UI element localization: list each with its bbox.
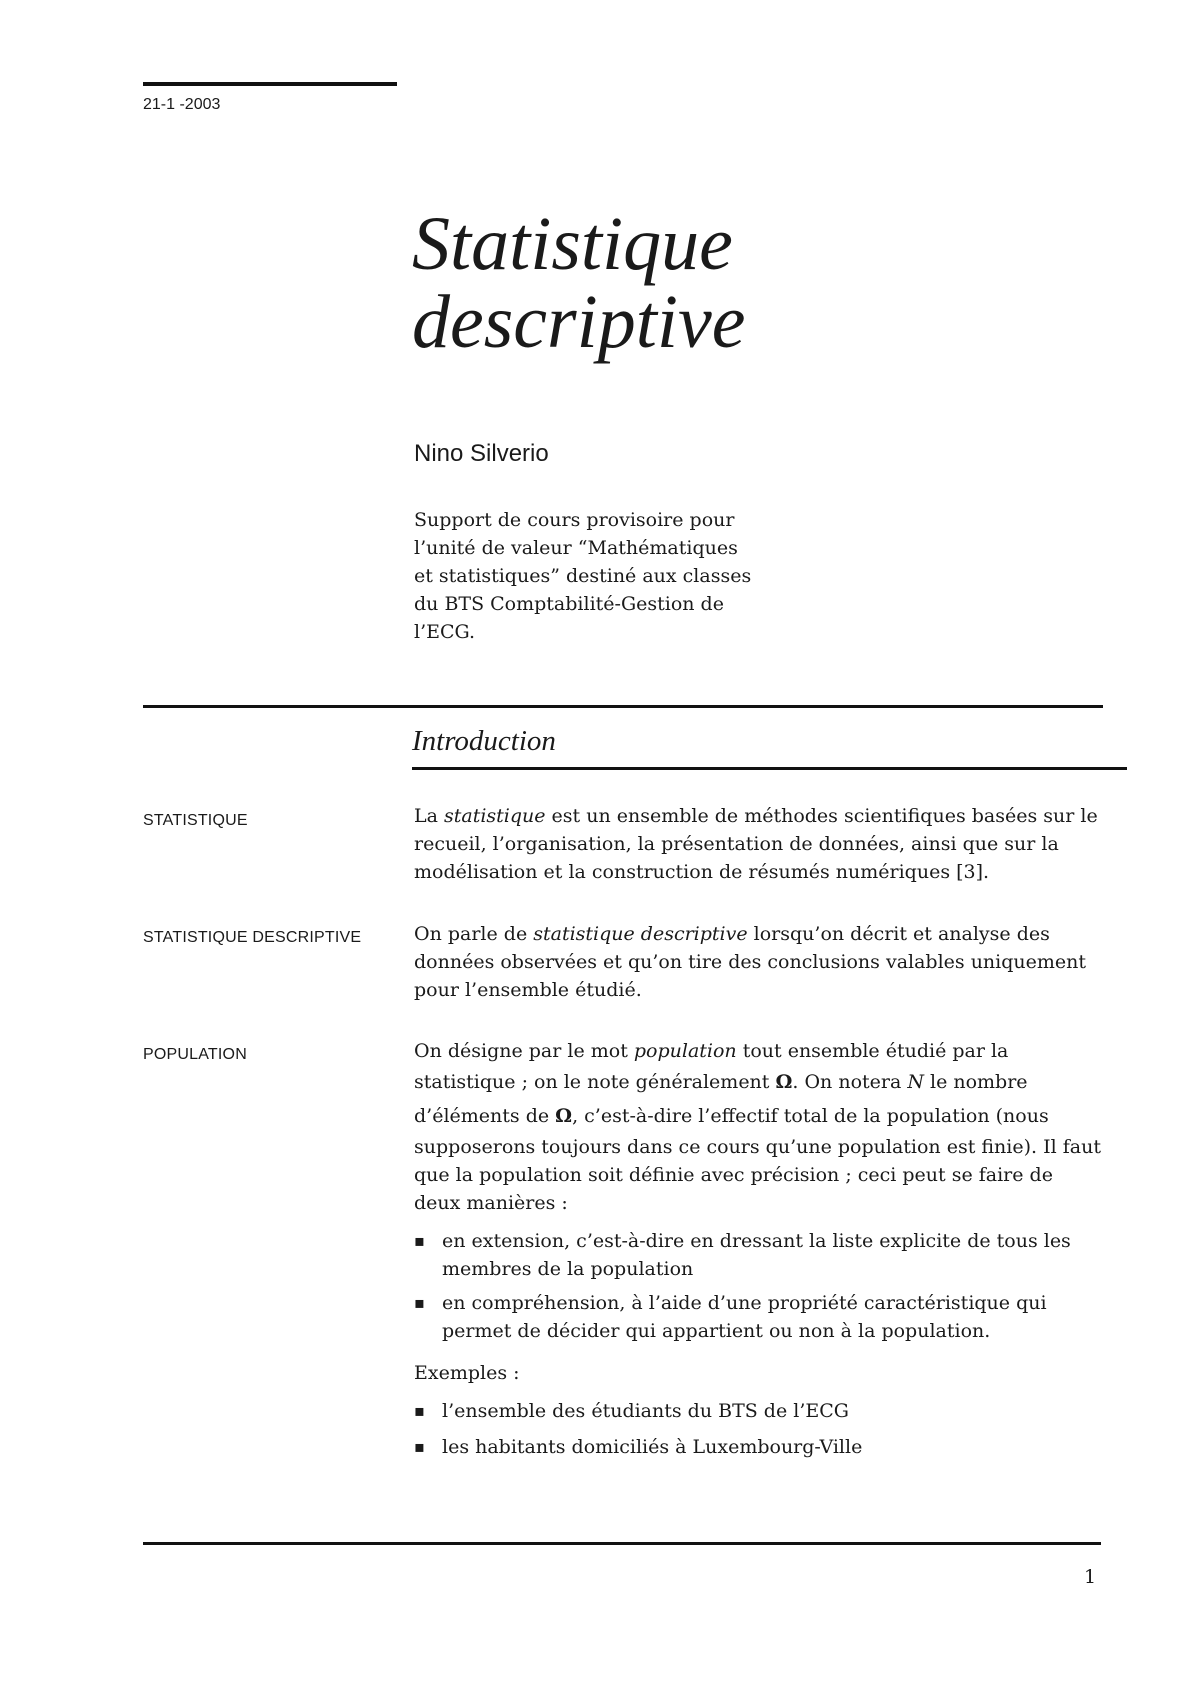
definition-line: [414, 1065, 1114, 1099]
text-segment: lorsqu’on décrit et analyse des: [747, 923, 1050, 945]
term-statistique: STATISTIQUE: [143, 812, 248, 829]
author-name: Nino Silverio: [414, 440, 549, 467]
definition-line: [414, 1099, 1114, 1133]
examples-list: [414, 1397, 1114, 1461]
list-item-line: membres de la population: [442, 1258, 694, 1280]
text-segment: statistique ; on le note généralement: [414, 1071, 776, 1093]
manners-list: [414, 1227, 1114, 1345]
bullet-icon: ▪: [414, 1293, 425, 1312]
list-item: [414, 1433, 1114, 1461]
term-statistique-descriptive: STATISTIQUE DESCRIPTIVE: [143, 929, 362, 946]
definition-line: modélisation et la construction de résumés numériques [3].: [414, 861, 990, 883]
text-segment: La: [414, 805, 444, 827]
list-item-line: en compréhension, à l’aide d’une propriété caractéristique qui: [442, 1292, 1047, 1314]
text-segment: le nombre: [923, 1071, 1028, 1093]
support-line: l’ECG.: [414, 621, 476, 643]
support-line: et statistiques” destiné aux classes: [414, 565, 752, 587]
section-rule: [143, 705, 1103, 708]
heading-underline: [412, 767, 1127, 770]
list-item-line: l’ensemble des étudiants du BTS de l’ECG: [442, 1400, 849, 1422]
support-line: Support de cours provisoire pour: [414, 509, 735, 531]
page-number: 1: [1084, 1566, 1097, 1588]
text-segment: , c’est-à-dire l’effectif total de la population (nous: [572, 1105, 1049, 1127]
text-segment: tout ensemble étudié par la: [736, 1040, 1009, 1062]
document-title: [412, 202, 746, 364]
list-item: [414, 1397, 1114, 1425]
definition-line: [414, 920, 1114, 948]
document-date: 21-1 -2003: [143, 96, 221, 113]
emphasis-term: statistique descriptive: [533, 923, 748, 945]
support-description: [414, 506, 774, 646]
list-item-line: en extension, c’est-à-dire en dressant la liste explicite de tous les: [442, 1230, 1071, 1252]
list-item-line: les habitants domiciliés à Luxembourg-Ville: [442, 1436, 863, 1458]
definition-line: deux manières :: [414, 1192, 568, 1214]
list-item: [414, 1227, 1114, 1283]
definition-line: recueil, l’organisation, la présentation de données, ainsi que sur la: [414, 833, 1059, 855]
text-segment: . On notera: [792, 1071, 908, 1093]
text-segment: est un ensemble de méthodes scientifiques basées sur le: [545, 805, 1098, 827]
list-item-line: permet de décider qui appartient ou non à la population.: [442, 1320, 991, 1342]
bullet-icon: ▪: [414, 1401, 425, 1420]
bullet-icon: ▪: [414, 1231, 425, 1250]
definition-line: [414, 1037, 1114, 1065]
variable-n: N: [907, 1071, 924, 1093]
term-population: POPULATION: [143, 1046, 247, 1063]
definition-line: supposerons toujours dans ce cours qu’une population est finie). Il faut: [414, 1136, 1101, 1158]
definition-line: que la population soit définie avec précision ; ceci peut se faire de: [414, 1164, 1053, 1186]
emphasis-term: population: [633, 1040, 737, 1062]
title-line-2: descriptive: [412, 280, 746, 364]
footer-rule: [143, 1542, 1101, 1545]
examples-label: Exemples :: [414, 1362, 520, 1384]
text-segment: d’éléments de: [414, 1105, 556, 1127]
support-line: du BTS Comptabilité-Gestion de: [414, 593, 724, 615]
list-item: [414, 1289, 1114, 1345]
definition-line: données observées et qu’on tire des conclusions valables uniquement: [414, 951, 1087, 973]
text-segment: On désigne par le mot: [414, 1040, 634, 1062]
support-line: l’unité de valeur “Mathématiques: [414, 537, 738, 559]
definition-statistique-descriptive: [414, 920, 1114, 1004]
title-line-1: Statistique: [412, 202, 733, 286]
bullet-icon: ▪: [414, 1437, 425, 1456]
header-rule: [143, 82, 397, 86]
definition-line: [414, 802, 1114, 830]
omega-symbol: Ω: [775, 1071, 793, 1093]
emphasis-term: statistique: [443, 805, 546, 827]
definition-line: pour l’ensemble étudié.: [414, 979, 642, 1001]
omega-symbol: Ω: [555, 1105, 573, 1127]
text-segment: On parle de: [414, 923, 534, 945]
section-heading: Introduction: [412, 725, 556, 757]
definition-statistique: [414, 802, 1114, 886]
definition-population: [414, 1037, 1114, 1461]
